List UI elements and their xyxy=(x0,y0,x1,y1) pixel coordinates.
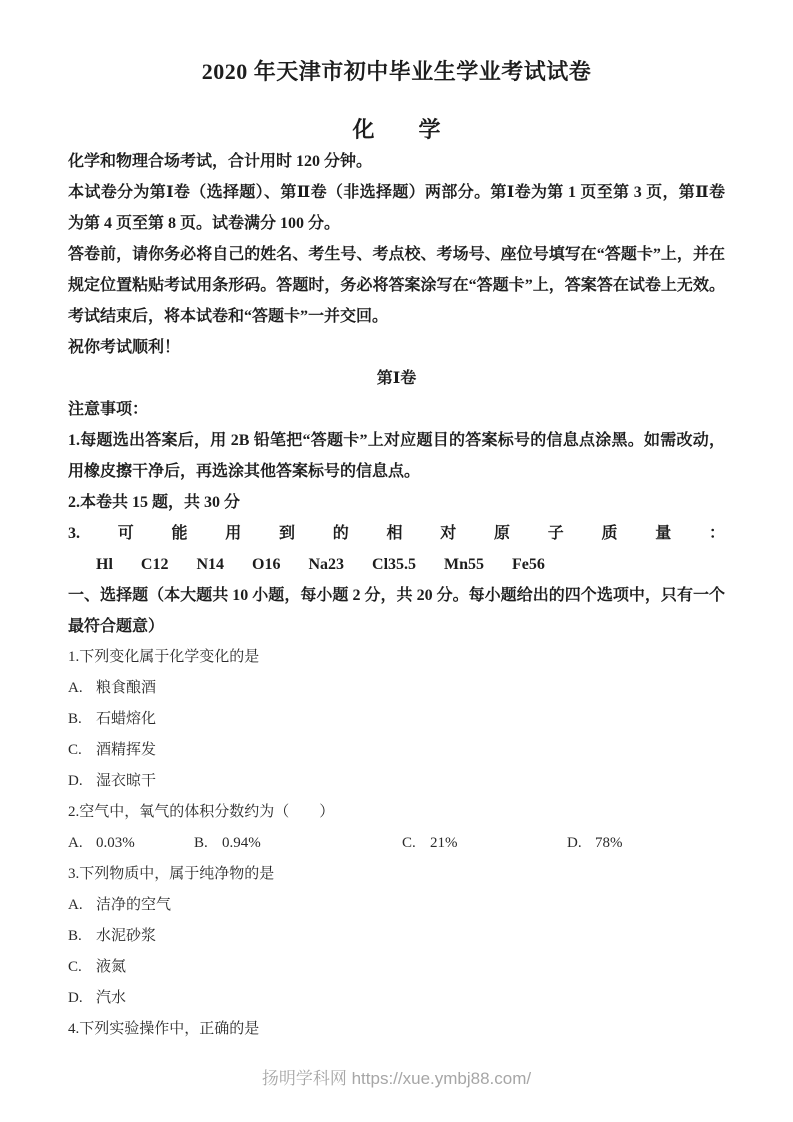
watermark-footer: 扬明学科网 https://xue.ymbj88.com/ xyxy=(261,1069,532,1088)
option-label: C. xyxy=(68,742,82,758)
option-row xyxy=(68,735,725,766)
option-cell xyxy=(567,828,725,859)
note-atomic-masses xyxy=(68,518,725,580)
atomic-mass-item: Hl xyxy=(96,556,113,573)
option-label: B. xyxy=(68,711,82,727)
atomic-mass-item: Mn55 xyxy=(444,556,485,573)
atomic-mass-item: O16 xyxy=(252,556,281,573)
part1-heading: 一、选择题（本大题共 10 小题，每小题 2 分，共 20 分。每小题给出的四个选项中，只有一个最符合题意） xyxy=(68,587,725,635)
option-row xyxy=(68,983,725,1014)
option-row xyxy=(68,704,725,735)
option-row-horizontal xyxy=(68,828,725,859)
option-label: A. xyxy=(68,680,83,696)
option-row xyxy=(68,766,725,797)
question-block-2 xyxy=(68,797,725,859)
atomic-masses-label: 3.可能用到的相对原子质量： xyxy=(68,525,725,542)
option-label: A. xyxy=(68,897,83,913)
option-label: D. xyxy=(68,773,83,789)
option-label: B. xyxy=(194,835,208,851)
option-label: C. xyxy=(68,959,82,975)
atomic-mass-item: Na23 xyxy=(308,556,345,573)
option-cell xyxy=(68,828,194,859)
atomic-mass-item: Fe56 xyxy=(512,556,545,573)
notes-title: 注意事项： xyxy=(68,401,149,418)
note-question-count: 2.本卷共 15 题，共 30 分 xyxy=(68,494,241,511)
document-body xyxy=(68,146,725,1045)
option-text: 石蜡熔化 xyxy=(96,711,157,727)
option-row xyxy=(68,673,725,704)
atomic-mass-item: N14 xyxy=(196,556,225,573)
option-text: 湿衣晾干 xyxy=(96,773,157,789)
option-row xyxy=(68,921,725,952)
atomic-mass-item: Cl35.5 xyxy=(372,556,417,573)
option-row xyxy=(68,890,725,921)
option-text: 0.03% xyxy=(96,835,135,851)
option-text: 78% xyxy=(595,835,623,851)
question-block-1 xyxy=(68,642,725,797)
option-text: 水泥砂浆 xyxy=(96,928,157,944)
question-stem: 4.下列实验操作中，正确的是 xyxy=(68,1021,260,1037)
option-text: 0.94% xyxy=(222,835,261,851)
option-text: 汽水 xyxy=(96,990,127,1006)
exam-duration-note: 化学和物理合场考试，合计用时 120 分钟。 xyxy=(68,153,373,170)
option-text: 粮食酿酒 xyxy=(96,680,157,696)
page-title: 2020 年天津市初中毕业生学业考试试卷 xyxy=(201,59,592,84)
option-cell xyxy=(402,828,567,859)
option-text: 酒精挥发 xyxy=(96,742,157,758)
note-answer-marking: 1.每题选出答案后，用 2B 铅笔把“答题卡”上对应题目的答案标号的信息点涂黑。如需改动，用橡皮擦干净后，再选涂其他答案标号的信息点。 xyxy=(68,432,725,480)
option-text: 21% xyxy=(430,835,458,851)
option-label: D. xyxy=(68,990,83,1006)
paper-structure-note: 本试卷分为第Ⅰ卷（选择题）、第Ⅱ卷（非选择题）两部分。第Ⅰ卷为第 1 页至第 3 页，第Ⅱ卷为第 4 页至第 8 页。试卷满分 100 分。 xyxy=(68,184,725,232)
section1-heading: 第Ⅰ卷 xyxy=(376,370,417,387)
atomic-mass-item: C12 xyxy=(140,556,169,573)
question-block-4 xyxy=(68,1014,725,1045)
option-text: 液氮 xyxy=(96,959,127,975)
good-luck-note: 祝你考试顺利！ xyxy=(68,339,181,356)
question-stem: 1.下列变化属于化学变化的是 xyxy=(68,649,260,665)
question-stem: 2.空气中，氧气的体积分数约为（ ） xyxy=(68,804,335,820)
answer-sheet-instructions: 答卷前，请你务必将自己的姓名、考生号、考点校、考场号、座位号填写在“答题卡”上，并在规定位置粘贴考试用条形码。答题时，务必将答案涂写在“答题卡”上，答案答在试卷上无效。考试结束后，将本试卷和“答题卡”一并交回。 xyxy=(68,246,725,325)
question-block-3 xyxy=(68,859,725,1014)
option-row xyxy=(68,952,725,983)
option-label: C. xyxy=(402,835,416,851)
option-label: D. xyxy=(567,835,582,851)
option-label: B. xyxy=(68,928,82,944)
subject-title: 化 学 xyxy=(352,117,441,142)
option-cell xyxy=(194,828,402,859)
question-stem: 3.下列物质中，属于纯净物的是 xyxy=(68,866,275,882)
option-label: A. xyxy=(68,835,83,851)
option-text: 洁净的空气 xyxy=(96,897,172,913)
